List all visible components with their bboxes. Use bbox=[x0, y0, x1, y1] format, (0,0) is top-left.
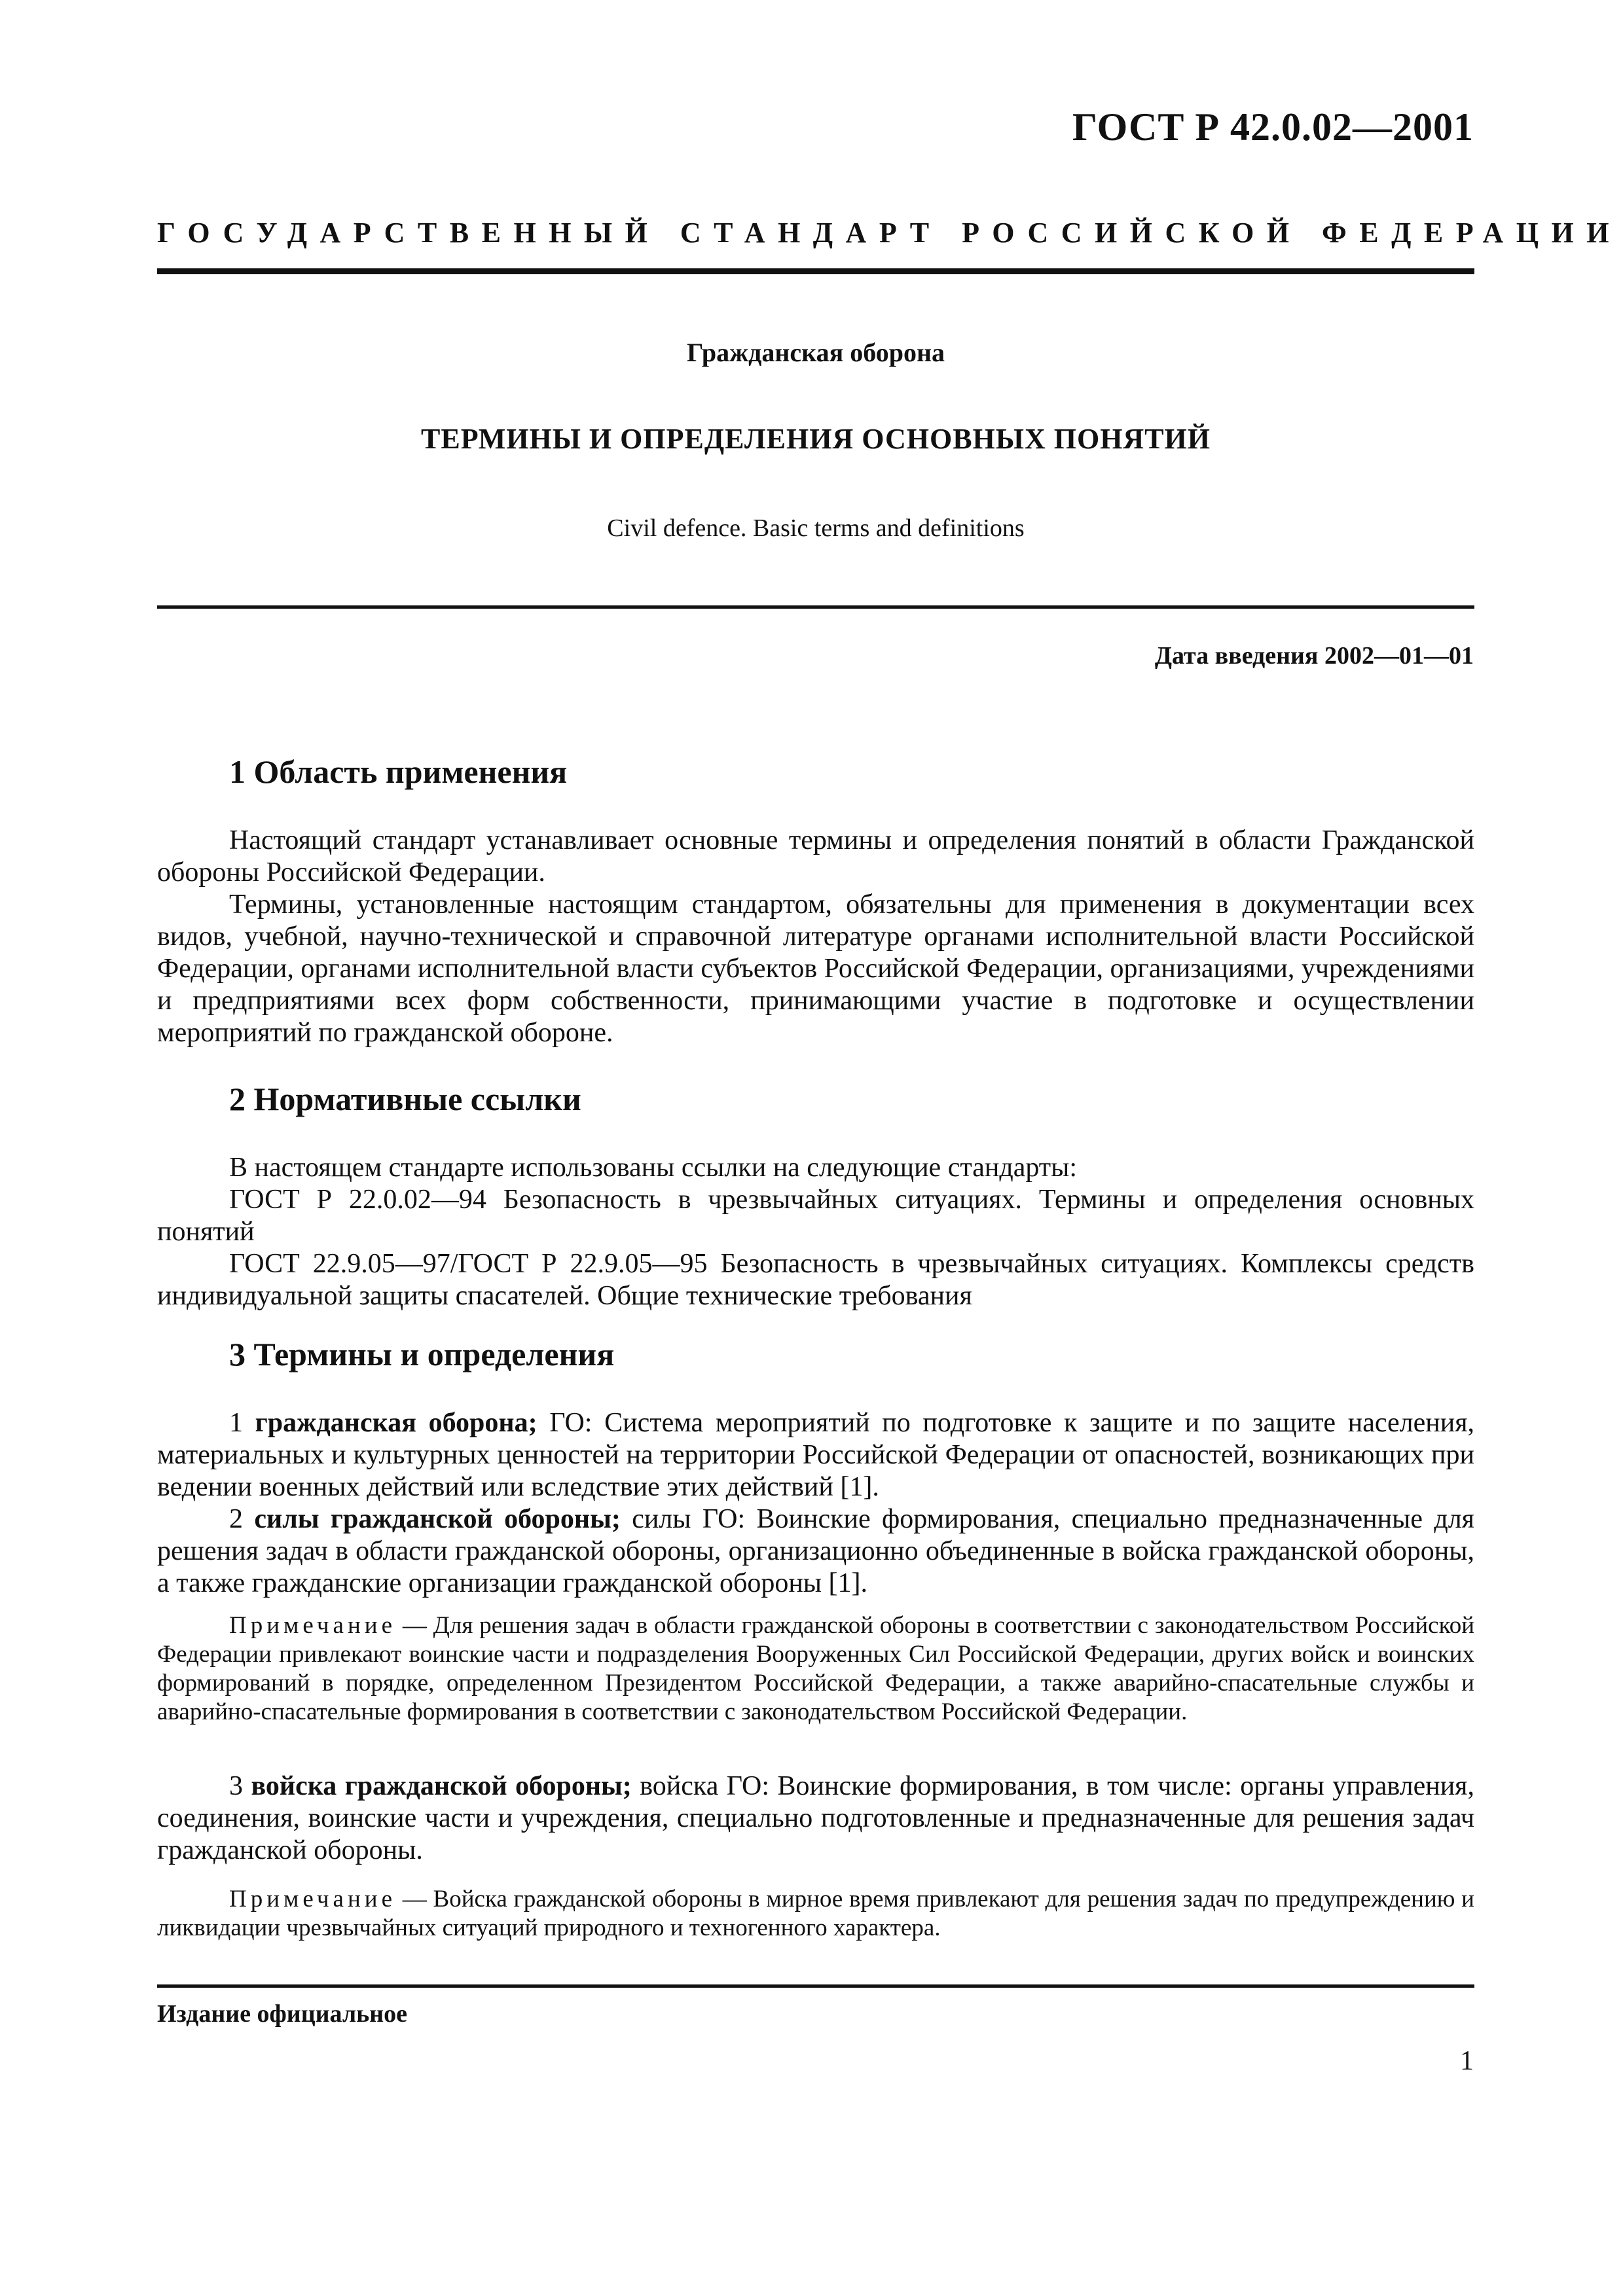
document-title: ТЕРМИНЫ И ОПРЕДЕЛЕНИЯ ОСНОВНЫХ ПОНЯТИЙ bbox=[421, 423, 1211, 455]
footer-divider bbox=[157, 1984, 1474, 1988]
note-2-text: — Войска гражданской обороны в мирное время привлекают для решения задач по предупреждению и ликвидации чрезвычайных ситуаций природного и техногенного характера. bbox=[157, 1886, 1474, 1941]
state-standard-heading: ГОСУДАРСТВЕННЫЙ СТАНДАРТ РОССИЙСКОЙ ФЕДЕРАЦИИ bbox=[157, 217, 1622, 249]
section-1-paragraph-2: Термины, установленные настоящим стандартом, обязательны для применения в документации всех видов, учебной, научно-технической и справочной литературе органами исполнительной власти Российской Федерации, органами исполнительной власти субъектов Российской Федерации, организациями, учреждениями и предприятиями всех форм собственности, принимающими участие в подготовке и осуществлении мероприятий по гражданской обороне. bbox=[157, 889, 1474, 1048]
section-3-heading: 3 Термины и определения bbox=[229, 1336, 615, 1372]
document-subject: Гражданская оборона bbox=[686, 338, 945, 367]
term-2 bbox=[157, 1503, 1474, 1600]
term-1 bbox=[157, 1407, 1474, 1503]
term-2-number: 2 bbox=[229, 1504, 255, 1534]
note-2 bbox=[157, 1885, 1474, 1943]
note-2-label: Примечание bbox=[229, 1886, 396, 1912]
term-3-name: войска гражданской обороны; bbox=[251, 1771, 632, 1801]
term-3 bbox=[157, 1770, 1474, 1867]
term-2-definition: силы ГО: Воинские формирования, специально предназначенные для решения задач в области гражданской обороны, организационно объединенные в войска гражданской обороны, а также гражданские организации гражданской обороны [1]. bbox=[157, 1504, 1474, 1598]
document-code: ГОСТ Р 42.0.02—2001 bbox=[1072, 105, 1474, 149]
section-1-heading: 1 Область применения bbox=[229, 753, 568, 790]
note-1-label: Примечание bbox=[229, 1612, 396, 1639]
term-1-definition: ГО: Система мероприятий по подготовке к защите и по защите населения, материальных и культурных ценностей на территории Российской Федерации от опасностей, возникающих при ведении военных действий или вследствие этих действий [1]. bbox=[157, 1408, 1475, 1502]
normative-reference-1: ГОСТ Р 22.0.02—94 Безопасность в чрезвычайных ситуациях. Термины и определения основных понятий bbox=[157, 1185, 1474, 1247]
section-2-paragraph: В настоящем стандарте использованы ссылки на следующие стандарты: bbox=[229, 1153, 1078, 1183]
header-divider bbox=[157, 268, 1474, 274]
term-3-definition: войска ГО: Воинские формирования, в том числе: органы управления, соединения, воинские части и учреждения, специально подготовленные и предназначенные для решения задач гражданской обороны. bbox=[157, 1771, 1474, 1865]
term-2-name: силы гражданской обороны; bbox=[254, 1504, 621, 1534]
section-2-heading: 2 Нормативные ссылки bbox=[229, 1081, 581, 1117]
term-1-number: 1 bbox=[229, 1408, 255, 1438]
note-1 bbox=[157, 1611, 1474, 1727]
normative-reference-2: ГОСТ 22.9.05—97/ГОСТ Р 22.9.05—95 Безопасность в чрезвычайных ситуациях. Комплексы средств индивидуальной защиты спасателей. Общие технические требования bbox=[157, 1249, 1474, 1311]
term-3-number: 3 bbox=[229, 1771, 251, 1801]
term-1-name: гражданская оборона; bbox=[255, 1408, 538, 1438]
title-divider bbox=[157, 605, 1474, 609]
official-edition-label: Издание официальное bbox=[157, 2000, 408, 2028]
note-1-text: — Для решения задач в области гражданской обороны в соответствии с законодательством Российской Федерации привлекают воинские части и подразделения Вооруженных Сил Российской Федерации, других войск и воинских формирований в порядке, определенном Президентом Российской Федерации, а также аварийно-спасательные службы и аварийно-спасательные формирования в соответствии с законодательством Российской Федерации. bbox=[157, 1612, 1474, 1725]
introduction-date: Дата введения 2002—01—01 bbox=[1154, 642, 1474, 670]
section-1-paragraph-1: Настоящий стандарт устанавливает основные термины и определения понятий в области Гражданской обороны Российской Федерации. bbox=[157, 825, 1474, 888]
english-title: Civil defence. Basic terms and definitions bbox=[607, 514, 1025, 542]
page-number: 1 bbox=[1460, 2046, 1474, 2076]
